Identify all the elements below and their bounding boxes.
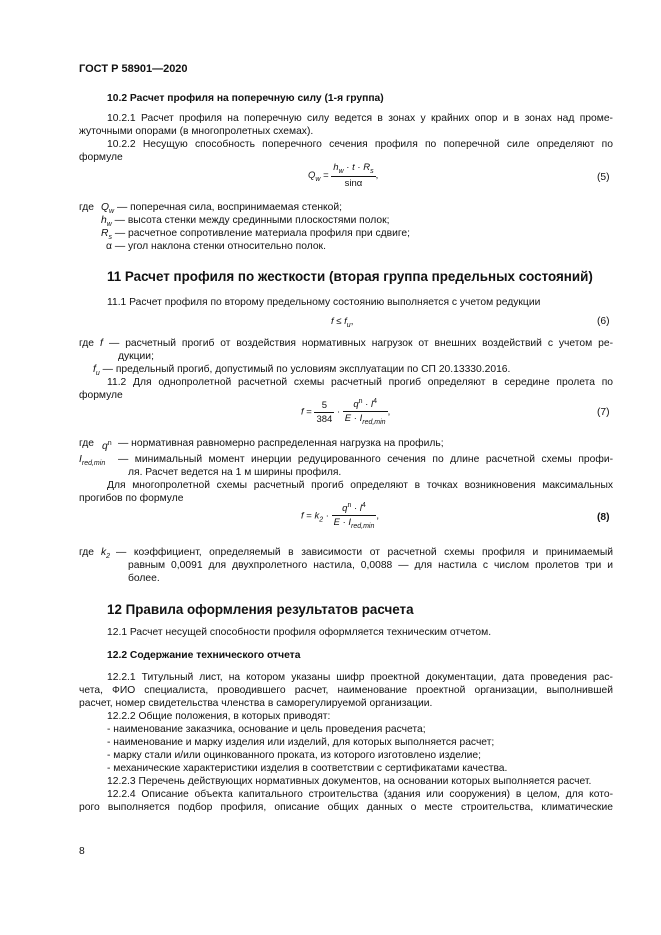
formula-5-hw: h — [333, 162, 339, 173]
formula-5-rs: R — [363, 162, 371, 173]
paragraph-10-2-1-line1: 10.2.1 Расчет профиля на поперечную силу ведется в зонах у крайних опор и в зонах над проме- — [107, 113, 613, 124]
formula-8-I: I — [348, 517, 352, 528]
formula-8-k-sub: 2 — [319, 516, 324, 524]
def-k2-sub: 2 — [106, 553, 111, 560]
equation-number-8: (8) — [597, 512, 610, 523]
paragraph-12-2-3: 12.2.3 Перечень действующих нормативных документов, на основании которых выполняется расчет. — [107, 776, 592, 787]
def-Qw-symbol: Q — [101, 202, 110, 213]
formula-7-coefficient — [314, 400, 334, 425]
def-Ired-symbol — [79, 453, 105, 470]
paragraph-multispan-line2: прогибов по формуле — [79, 493, 184, 504]
formula-7-E: E — [344, 413, 352, 424]
paragraph-11-2-line2: формуле — [79, 390, 123, 401]
def-k2-line3: более. — [128, 573, 160, 584]
section-10-2-title: 10.2 Расчет профиля на поперечную силу (1-я группа) — [107, 93, 384, 104]
formula-6-relation: ≤ — [336, 316, 342, 327]
def-k2-k: k — [101, 547, 107, 558]
list-item: - марку стали и/или оцинкованного проката, из которого изготовлено изделие; — [107, 750, 481, 761]
paragraph-12-2-1-line1: 12.2.1 Титульный лист, на котором указаны шифр проектной документации, дата проведения рас- — [107, 672, 613, 683]
paragraph-12-2-4-line2: рого выполняется подбор профиля, описание общих данных о месте строительства, климатические — [79, 802, 613, 813]
formula-7-coef-num: 5 — [314, 400, 334, 413]
formula-5-rs-sub: s — [370, 168, 374, 175]
paragraph-10-2-2-line2: формуле — [79, 152, 123, 163]
def-Qw-sub: w — [109, 208, 115, 215]
list-item: - наименование заказчика, основание и цель проведения расчета; — [107, 724, 426, 735]
equation-number-5: (5) — [597, 172, 610, 183]
formula-6-rhs: f — [344, 316, 347, 327]
paragraph-12-2-2: 12.2.2 Общие положения, в которых приводят: — [107, 711, 331, 722]
formula-8-E: E — [333, 517, 340, 528]
formula-8-I-sub: red,min — [351, 523, 375, 530]
def-Ired-sub: red,min — [81, 460, 106, 467]
formula-5-denominator: sinα — [344, 178, 363, 189]
equation-number-6: (6) — [597, 316, 610, 327]
formula-7-I-sub: red,min — [362, 419, 386, 426]
formula-8: $f = k_2$ · $\frac{q^n \cdot l^4}{E \cdot I_{red,min}}$ , — [301, 502, 380, 530]
def-fu-symbol: f — [93, 364, 96, 375]
def-Ired-line1: — минимальный момент инерции редуцированного сечения по длине расчетной схемы профи- — [118, 454, 613, 465]
formula-5-fraction: $\frac{h_w \cdot t \cdot R_s}{\sin\alpha}$ — [333, 162, 374, 189]
list-item: - механические характеристики изделия в соответствии с сертификатами качества. — [107, 763, 508, 774]
paragraph-11-2-line1: 11.2 Для однопролетной расчетной схемы расчетный прогиб определяют в середине пролета по — [107, 377, 613, 388]
formula-7: f = $\frac{5}{384}$ · $\frac{q^n \cdot l^4}{E \cdot I_{red,min}}$ , — [301, 398, 391, 426]
def-hw-symbol: h — [101, 215, 107, 226]
def-Ired-line2: ля. Расчет ведется на 1 м ширины профиля. — [128, 467, 342, 478]
def-k2-symbol — [101, 546, 110, 563]
paragraph-12-2-1-line2: чета, ФИО специалиста, проводившего расчет, наименование проектной организации, выполнившей — [79, 685, 613, 696]
formula-7-fraction: $\frac{q^n \cdot l^4}{E \cdot I_{red,min}}$ — [344, 398, 386, 426]
formula-8-fraction: $\frac{q^n \cdot l^4}{E \cdot I_{red,min}}$ — [333, 502, 375, 530]
paragraph-10-2-2-line1: 10.2.2 Несущую способность поперечного сечения профиля по поперечной силе определяют по — [107, 139, 613, 150]
formula-8-k: k — [314, 510, 320, 522]
equation-number-7: (7) — [597, 407, 610, 418]
paragraph-12-2-1-line3: расчет, номер свидетельства членства в саморегулируемой организации. — [79, 698, 433, 709]
formula-8-q: q — [342, 503, 348, 514]
def-alpha-text: — угол наклона стенки относительно полок. — [114, 241, 326, 252]
formula-7-l-sup: 4 — [373, 398, 378, 405]
where-label-5: где — [79, 202, 95, 213]
paragraph-10-2-1-line2: жуточными опорами (в многопролетных схемах). — [79, 126, 314, 137]
list-item: - наименование и марку изделия или изделий, для которых выполняется расчет; — [107, 737, 495, 748]
document-header: ГОСТ Р 58901—2020 — [79, 63, 188, 75]
def-hw-text: — высота стенки между срединными плоскостями полок; — [114, 215, 390, 226]
formula-5-lhs: Q — [308, 170, 316, 182]
formula-8-lhs: f — [301, 510, 304, 522]
formula-7-q-sup: n — [358, 398, 363, 405]
def-alpha — [106, 240, 326, 253]
formula-6-lhs: f — [331, 316, 334, 327]
def-qn-q: q — [102, 441, 108, 452]
formula-5: $Q_w$ = $\frac{h_w \cdot t \cdot R_s}{\sin\alpha}$ , — [308, 162, 379, 189]
def-Qw-text: — поперечная сила, воспринимаемая стенкой; — [116, 202, 343, 213]
section-12-2-title: 12.2 Содержание технического отчета — [107, 650, 301, 661]
def-k2-line1: — коэффициент, определяемый в зависимости от расчетной схемы профиля и принимаемый — [116, 547, 613, 558]
def-k2-line2: равным 0,0091 для двухпролетного настила, 0,0088 — для настила с числом пролетов три и — [128, 560, 613, 571]
formula-8-l: l — [359, 503, 362, 514]
paragraph-11-1: 11.1 Расчет профиля по второму предельному состоянию выполняется с учетом редукции — [107, 297, 541, 308]
def-Rs-symbol: R — [101, 228, 109, 239]
paragraph-12-2-4-line1: 12.2.4 Описание объекта капитального строительства (здания или сооружения) в целом, для кото- — [107, 789, 613, 800]
where-label-8: где — [79, 547, 95, 558]
where-label-6: где — [79, 338, 95, 349]
formula-5-t: t — [352, 162, 355, 173]
def-Rs-sub: s — [108, 234, 112, 241]
def-hw-sub: w — [106, 221, 112, 228]
section-11-title: 11 Расчет профиля по жесткости (вторая группа предельных состояний) — [107, 269, 593, 284]
formula-7-lhs: f — [301, 406, 304, 418]
def-qn-sup: n — [107, 440, 112, 447]
def-fu-text: — предельный прогиб, допустимый по условиям эксплуатации по СП 20.13330.2016. — [102, 364, 511, 375]
formula-7-q: q — [353, 399, 359, 410]
section-12-title: 12 Правила оформления результатов расчета — [107, 602, 414, 617]
def-Rs-text: — расчетное сопротивление материала профиля при сдвиге; — [114, 228, 410, 239]
formula-5-hw-sub: w — [338, 168, 344, 175]
formula-8-q-sup: n — [347, 502, 352, 509]
formula-8-l-sup: 4 — [361, 502, 366, 509]
formula-5-lhs-sub: w — [315, 176, 321, 184]
page-number: 8 — [79, 846, 85, 857]
def-qn-symbol — [102, 437, 112, 453]
where-label-7: где — [79, 438, 95, 449]
paragraph-multispan-line1: Для многопролетной схемы расчетный прогиб определяют в точках возникновения максимальных — [107, 480, 613, 491]
formula-6: $f \le f_u$, — [331, 316, 354, 329]
def-fu-sub: u — [95, 370, 100, 377]
def-alpha-symbol: α — [106, 241, 112, 252]
def-f-line1: — расчетный прогиб от воздействия нормативных нагрузок от внешних воздействий с учетом ре- — [109, 338, 613, 349]
paragraph-12-1: 12.1 Расчет несущей способности профиля оформляется техническим отчетом. — [107, 627, 492, 638]
formula-7-I: I — [359, 413, 363, 424]
formula-7-coef-den: 384 — [316, 413, 333, 425]
formula-6-rhs-sub: u — [346, 322, 351, 329]
def-qn-text: — нормативная равномерно распределенная нагрузка на профиль; — [118, 438, 444, 449]
def-Ired-I: I — [79, 454, 82, 465]
def-f-symbol: f — [100, 338, 103, 349]
formula-7-l: l — [371, 399, 374, 410]
def-f-line2: дукции; — [118, 351, 154, 362]
